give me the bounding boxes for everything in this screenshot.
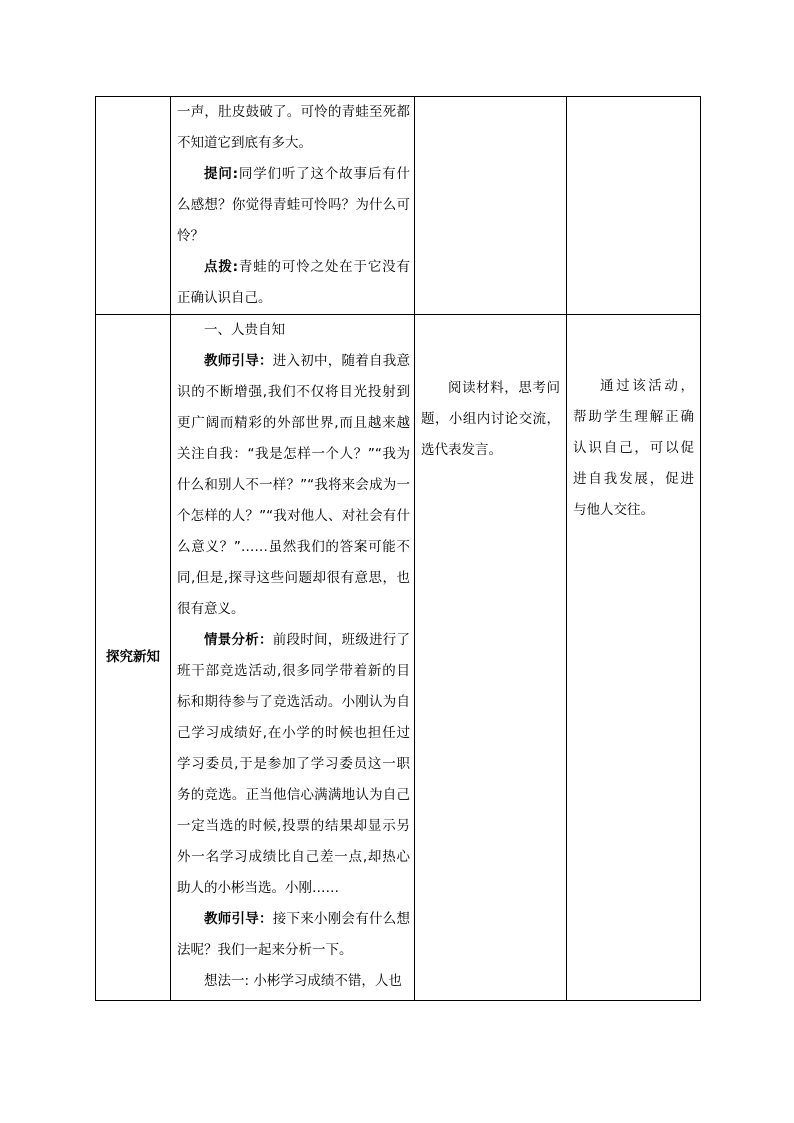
content-paragraph — [177, 346, 410, 625]
stage-label: 探究新知 — [96, 315, 171, 1001]
paragraph-text: 一声，肚皮鼓破了。可怜的青蛙至死都不知道它到底有多大。 — [177, 104, 410, 151]
paragraph-text: 同学们听了这个故事后有什么感想？你觉得青蛙可怜吗？为什么可怜？ — [177, 166, 410, 244]
paragraph-lead: 教师引导： — [204, 911, 273, 927]
table-row — [96, 315, 701, 1001]
lesson-plan-table — [95, 96, 701, 1001]
table-row — [96, 97, 701, 315]
content-paragraph — [177, 159, 410, 252]
content-paragraph — [177, 97, 410, 159]
content-paragraph — [177, 252, 410, 314]
paragraph-lead: 情景分析： — [204, 632, 273, 648]
design-intent-cell — [567, 315, 701, 1001]
paragraph-text: 前段时间，班级进行了班干部竞选活动,很多同学带着新的目标和期待参与了竞选活动。小刚认为自己学习成绩好,在小学的时候也担任过学习委员,于是参加了学习委员这一职务的竞选。正当他信心满满地认为自己一定当选的时候,投票的结果却显示另外一名学习成绩比自己差一点,却热心助人的小彬当选。小刚…… — [177, 632, 410, 896]
design-intent-text: 通过该活动，帮助学生理解正确认识自己，可以促进自我发展，促进与他人交往。 — [573, 378, 694, 518]
student-activity-cell — [415, 97, 567, 315]
content-paragraph — [177, 625, 410, 904]
content-cell — [171, 315, 415, 1001]
paragraph-text: 一、人贵自知 — [204, 322, 285, 338]
design-intent-cell — [567, 97, 701, 315]
content-paragraph — [177, 966, 410, 997]
student-activity-cell — [415, 315, 567, 1001]
paragraph-lead: 提问: — [204, 166, 239, 182]
paragraph-text: 想法一: 小彬学习成绩不错，人也 — [204, 973, 402, 989]
paragraph-lead: 点拨: — [204, 259, 239, 275]
paragraph-text: 青蛙的可怜之处在于它没有正确认识自己。 — [177, 259, 410, 306]
student-activity-text: 阅读材料，思考问题，小组内讨论交流，选代表发言。 — [421, 380, 560, 458]
paragraph-text: 接下来小刚会有什么想法呢？我们一起来分析一下。 — [177, 911, 410, 958]
paragraph-text: 进入初中，随着自我意识的不断增强,我们不仅将目光投射到更广阔而精彩的外部世界,而且越来越关注自我：“我是怎样一个人？”“我为什么和别人不一样？”“我将来会成为一个怎样的人？”“我对他人、对社会有什么意义？”……虽然我们的答案可能不同,但是,探寻这些问题却很有意思，也很有意义。 — [177, 353, 410, 617]
content-paragraph — [177, 315, 410, 346]
paragraph-lead: 教师引导： — [204, 353, 273, 369]
content-cell — [171, 97, 415, 315]
stage-cell — [96, 97, 171, 315]
content-paragraph — [177, 904, 410, 966]
